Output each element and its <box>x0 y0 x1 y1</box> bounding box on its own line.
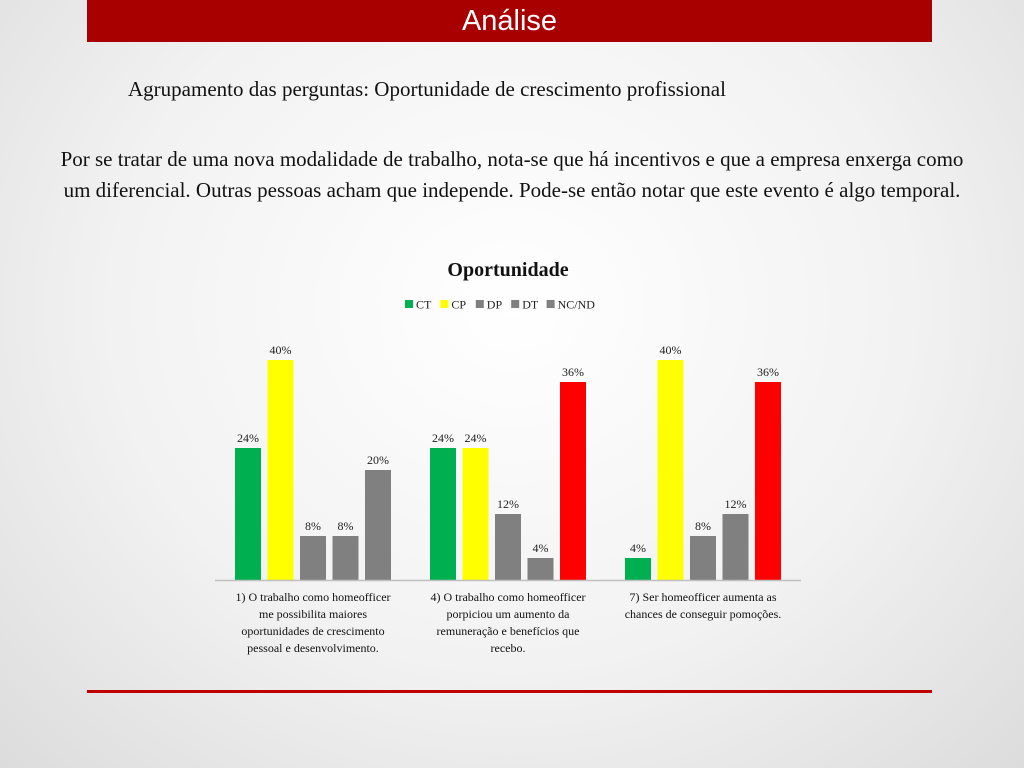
category-label-q1: me possibilita maiores <box>259 607 367 621</box>
legend-label-cp: CP <box>451 297 467 312</box>
data-label-dp-q1: 8% <box>305 519 321 533</box>
category-label-q2: recebo. <box>490 641 526 655</box>
data-label-ncnd-q2: 36% <box>562 365 584 379</box>
bar-cp-q2 <box>463 448 489 580</box>
slide-subtitle: Agrupamento das perguntas: Oportunidade de crescimento profissional <box>128 77 726 101</box>
category-label-q1: oportunidades de crescimento <box>241 624 385 638</box>
bar-dp-q1 <box>300 536 326 580</box>
data-label-ct-q1: 24% <box>237 431 259 445</box>
data-label-ncnd-q1: 20% <box>367 453 389 467</box>
chart-title: Oportunidade <box>447 259 569 281</box>
footer-divider <box>87 690 932 693</box>
category-label-q3: chances de conseguir pomoções. <box>624 607 782 621</box>
bar-ncnd-q2 <box>560 382 586 580</box>
data-label-dt-q1: 8% <box>337 519 354 533</box>
bar-ct-q1 <box>235 448 261 580</box>
category-label-q2: remuneração e benefícios que <box>436 624 580 638</box>
data-label-dp-q2: 12% <box>497 497 519 511</box>
bar-cp-q3 <box>658 360 684 580</box>
slide-paragraph: Por se tratar de uma nova modalidade de trabalho, nota-se que há incentivos e que a empresa enxerga como um diferencial. Outras pessoas acham que independe. Pode-se então notar que este evento é algo temporal. <box>60 147 964 202</box>
legend-swatch-cp <box>440 300 448 308</box>
data-label-cp-q3: 40% <box>659 343 682 357</box>
bar-cp-q1 <box>268 360 294 580</box>
bar-ncnd-q1 <box>365 470 391 580</box>
legend-swatch-dp <box>476 300 484 308</box>
category-label-q1: pessoal e desenvolvimento. <box>247 641 379 655</box>
slide-title: Análise <box>461 4 558 37</box>
bar-ct-q2 <box>430 448 456 580</box>
legend-swatch-ct <box>405 300 413 308</box>
data-label-ct-q3: 4% <box>630 541 646 555</box>
bar-dp-q3 <box>690 536 716 580</box>
category-label-q2: porpiciou um aumento da <box>446 607 570 621</box>
data-label-dp-q3: 8% <box>695 519 711 533</box>
legend-label-ncnd: NC/ND <box>557 297 595 312</box>
category-label-q2: 4) O trabalho como homeofficer <box>430 590 586 604</box>
data-label-ct-q2: 24% <box>432 431 454 445</box>
bar-dt-q2 <box>528 558 554 580</box>
category-label-q3: 7) Ser homeofficer aumenta as <box>629 590 777 604</box>
data-label-dt-q2: 4% <box>532 541 549 555</box>
bar-ct-q3 <box>625 558 651 580</box>
data-label-ncnd-q3: 36% <box>757 365 779 379</box>
bar-dt-q1 <box>333 536 359 580</box>
data-label-cp-q1: 40% <box>269 343 292 357</box>
legend-label-ct: CT <box>416 297 432 312</box>
legend-label-dp: DP <box>486 297 503 312</box>
bar-dp-q2 <box>495 514 521 580</box>
legend-swatch-dt <box>511 300 519 308</box>
category-label-q1: 1) O trabalho como homeofficer <box>235 590 391 604</box>
data-label-dt-q3: 12% <box>724 497 747 511</box>
legend-swatch-ncnd <box>547 300 555 308</box>
data-label-cp-q2: 24% <box>464 431 487 445</box>
bar-dt-q3 <box>723 514 749 580</box>
bar-ncnd-q3 <box>755 382 781 580</box>
legend-label-dt: DT <box>522 297 539 312</box>
